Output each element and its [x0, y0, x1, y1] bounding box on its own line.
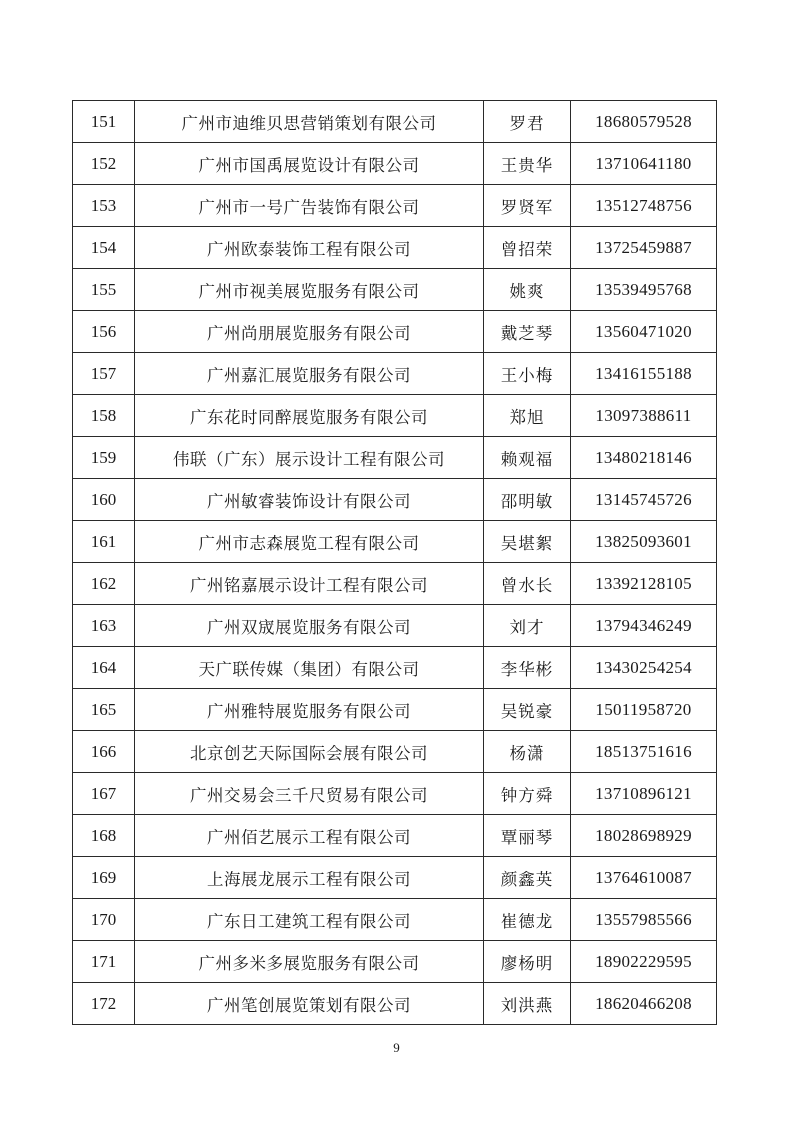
table-row	[73, 941, 717, 983]
phone-number: 13539495768	[571, 269, 717, 311]
contact-person: 刘洪燕	[484, 983, 571, 1025]
row-number: 154	[73, 227, 135, 269]
phone-number: 13480218146	[571, 437, 717, 479]
company-name: 广州双宬展览服务有限公司	[135, 605, 484, 647]
row-number: 151	[73, 101, 135, 143]
phone-number: 18513751616	[571, 731, 717, 773]
phone-number: 13145745726	[571, 479, 717, 521]
contact-person: 覃丽琴	[484, 815, 571, 857]
table-row	[73, 983, 717, 1025]
company-name: 广州笔创展览策划有限公司	[135, 983, 484, 1025]
table-row	[73, 395, 717, 437]
table-row	[73, 857, 717, 899]
company-name: 上海展龙展示工程有限公司	[135, 857, 484, 899]
company-name: 广州交易会三千尺贸易有限公司	[135, 773, 484, 815]
company-name: 广州敏睿装饰设计有限公司	[135, 479, 484, 521]
company-name: 广州嘉汇展览服务有限公司	[135, 353, 484, 395]
company-name: 广州铭嘉展示设计工程有限公司	[135, 563, 484, 605]
company-name: 广东日工建筑工程有限公司	[135, 899, 484, 941]
phone-number: 13392128105	[571, 563, 717, 605]
row-number: 168	[73, 815, 135, 857]
contact-person: 罗君	[484, 101, 571, 143]
table-row	[73, 899, 717, 941]
contact-person: 戴芝琴	[484, 311, 571, 353]
company-name: 北京创艺天际国际会展有限公司	[135, 731, 484, 773]
table-row	[73, 647, 717, 689]
table-row	[73, 773, 717, 815]
row-number: 155	[73, 269, 135, 311]
company-name: 广州市一号广告装饰有限公司	[135, 185, 484, 227]
row-number: 161	[73, 521, 135, 563]
contact-person: 王贵华	[484, 143, 571, 185]
table-row	[73, 311, 717, 353]
phone-number: 15011958720	[571, 689, 717, 731]
company-contact-table	[72, 100, 717, 1025]
phone-number: 13560471020	[571, 311, 717, 353]
row-number: 162	[73, 563, 135, 605]
row-number: 166	[73, 731, 135, 773]
table-row	[73, 521, 717, 563]
phone-number: 13097388611	[571, 395, 717, 437]
phone-number: 13725459887	[571, 227, 717, 269]
company-name: 广州多米多展览服务有限公司	[135, 941, 484, 983]
table-row	[73, 479, 717, 521]
contact-person: 吴堪絮	[484, 521, 571, 563]
table-row	[73, 269, 717, 311]
company-roster-sheet	[72, 100, 716, 1025]
contact-person: 刘才	[484, 605, 571, 647]
row-number: 156	[73, 311, 135, 353]
table-row	[73, 731, 717, 773]
row-number: 170	[73, 899, 135, 941]
table-row	[73, 437, 717, 479]
table-row	[73, 101, 717, 143]
row-number: 157	[73, 353, 135, 395]
phone-number: 13416155188	[571, 353, 717, 395]
contact-person: 杨潇	[484, 731, 571, 773]
phone-number: 13430254254	[571, 647, 717, 689]
table-row	[73, 185, 717, 227]
row-number: 159	[73, 437, 135, 479]
contact-person: 赖观福	[484, 437, 571, 479]
contact-person: 曾招荣	[484, 227, 571, 269]
phone-number: 13557985566	[571, 899, 717, 941]
phone-number: 18902229595	[571, 941, 717, 983]
row-number: 163	[73, 605, 135, 647]
contact-person: 李华彬	[484, 647, 571, 689]
phone-number: 13710641180	[571, 143, 717, 185]
phone-number: 18680579528	[571, 101, 717, 143]
company-name: 广州雅特展览服务有限公司	[135, 689, 484, 731]
row-number: 167	[73, 773, 135, 815]
contact-person: 廖杨明	[484, 941, 571, 983]
row-number: 165	[73, 689, 135, 731]
phone-number: 13794346249	[571, 605, 717, 647]
phone-number: 13512748756	[571, 185, 717, 227]
table-row	[73, 689, 717, 731]
table-row	[73, 563, 717, 605]
contact-person: 钟方舜	[484, 773, 571, 815]
contact-person: 王小梅	[484, 353, 571, 395]
company-name: 广州市迪维贝思营销策划有限公司	[135, 101, 484, 143]
company-name: 广东花时同醉展览服务有限公司	[135, 395, 484, 437]
table-row	[73, 143, 717, 185]
row-number: 152	[73, 143, 135, 185]
company-name: 天广联传媒（集团）有限公司	[135, 647, 484, 689]
row-number: 158	[73, 395, 135, 437]
phone-number: 13825093601	[571, 521, 717, 563]
contact-person: 姚爽	[484, 269, 571, 311]
contact-person: 崔德龙	[484, 899, 571, 941]
row-number: 171	[73, 941, 135, 983]
phone-number: 18620466208	[571, 983, 717, 1025]
table-row	[73, 227, 717, 269]
table-row	[73, 353, 717, 395]
table-row	[73, 605, 717, 647]
contact-person: 罗贤军	[484, 185, 571, 227]
phone-number: 13710896121	[571, 773, 717, 815]
company-name: 广州尚朋展览服务有限公司	[135, 311, 484, 353]
company-name: 伟联（广东）展示设计工程有限公司	[135, 437, 484, 479]
phone-number: 13764610087	[571, 857, 717, 899]
row-number: 153	[73, 185, 135, 227]
contact-person: 郑旭	[484, 395, 571, 437]
page-number: 9	[393, 1040, 400, 1055]
phone-number: 18028698929	[571, 815, 717, 857]
contact-person: 邵明敏	[484, 479, 571, 521]
company-name: 广州佰艺展示工程有限公司	[135, 815, 484, 857]
table-row	[73, 815, 717, 857]
row-number: 172	[73, 983, 135, 1025]
row-number: 169	[73, 857, 135, 899]
contact-person: 颜鑫英	[484, 857, 571, 899]
company-name: 广州市国禹展览设计有限公司	[135, 143, 484, 185]
contact-person: 曾水长	[484, 563, 571, 605]
company-name: 广州市视美展览服务有限公司	[135, 269, 484, 311]
company-name: 广州欧泰装饰工程有限公司	[135, 227, 484, 269]
company-name: 广州市志森展览工程有限公司	[135, 521, 484, 563]
contact-person: 吴锐豪	[484, 689, 571, 731]
row-number: 160	[73, 479, 135, 521]
row-number: 164	[73, 647, 135, 689]
